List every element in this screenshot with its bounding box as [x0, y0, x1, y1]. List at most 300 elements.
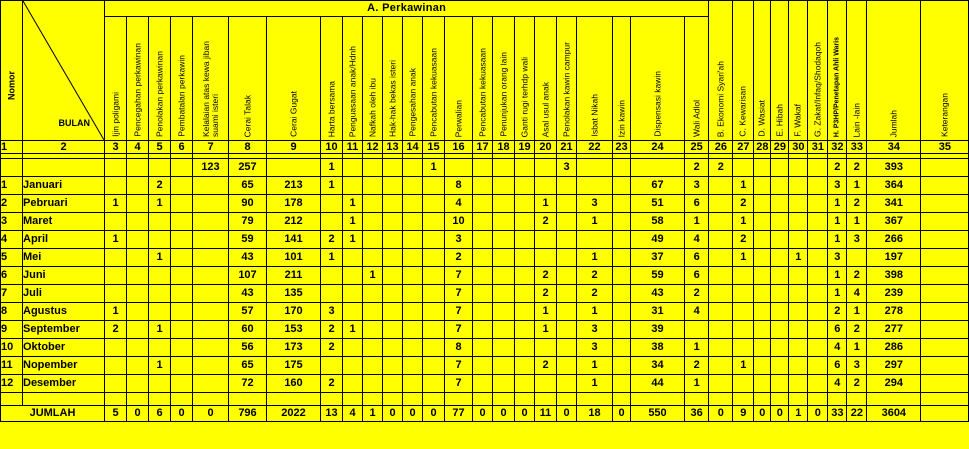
row-value — [105, 213, 127, 231]
gap-cell — [828, 393, 847, 406]
row-value — [771, 177, 789, 195]
row-value — [127, 267, 149, 285]
row-value — [789, 303, 808, 321]
row-value: 4 — [847, 285, 867, 303]
total-value: 0 — [493, 406, 515, 422]
row-value — [613, 339, 631, 357]
row-value — [423, 357, 445, 375]
row-value: 2 — [321, 231, 343, 249]
row-value: 4 — [445, 195, 473, 213]
row-value: 3 — [321, 303, 343, 321]
row-value: 1 — [535, 195, 557, 213]
bulan-label: BULAN — [58, 118, 90, 128]
row-value — [343, 303, 363, 321]
header-col-13: Hak-hak bekas isteri — [383, 17, 403, 141]
row-value: 3 — [577, 195, 613, 213]
carryover-value: 1 — [423, 159, 445, 177]
row-value — [473, 267, 493, 285]
column-number: 21 — [557, 141, 577, 154]
row-value — [709, 195, 733, 213]
gap-cell — [557, 393, 577, 406]
row-value: 1 — [535, 303, 557, 321]
row-value: 4 — [828, 339, 847, 357]
table-row — [1, 195, 969, 213]
header-col-25: Wali Adlol — [685, 17, 709, 141]
row-value — [921, 231, 969, 249]
table-row — [1, 303, 969, 321]
row-value — [403, 375, 423, 393]
table-row — [1, 249, 969, 267]
row-value — [771, 303, 789, 321]
row-number: 5 — [1, 249, 23, 267]
row-value — [613, 375, 631, 393]
row-value — [423, 231, 445, 249]
row-value — [493, 195, 515, 213]
row-value — [403, 285, 423, 303]
row-value — [473, 177, 493, 195]
row-value: 65 — [229, 357, 267, 375]
gap-cell — [445, 393, 473, 406]
row-value — [171, 339, 193, 357]
row-value — [171, 267, 193, 285]
column-number: 17 — [473, 141, 493, 154]
row-value — [535, 339, 557, 357]
header-col-20: Asal usul anak — [535, 17, 557, 141]
gap-cell — [321, 393, 343, 406]
total-value: 0 — [473, 406, 493, 422]
row-value: 1 — [685, 213, 709, 231]
row-value — [535, 231, 557, 249]
column-number: 15 — [423, 141, 445, 154]
row-value: 7 — [445, 375, 473, 393]
total-value: 0 — [127, 406, 149, 422]
row-value — [473, 249, 493, 267]
gap-cell — [149, 393, 171, 406]
row-value — [515, 249, 535, 267]
row-value: 1 — [577, 249, 613, 267]
row-value — [193, 303, 229, 321]
row-value: 2 — [685, 285, 709, 303]
column-number: 6 — [171, 141, 193, 154]
row-value: 1 — [828, 267, 847, 285]
row-value: 4 — [828, 375, 847, 393]
column-number: 19 — [515, 141, 535, 154]
carryover-value — [771, 159, 789, 177]
row-value — [921, 249, 969, 267]
column-number: 32 — [828, 141, 847, 154]
row-value — [921, 267, 969, 285]
row-value — [423, 303, 445, 321]
row-value — [423, 249, 445, 267]
row-value: 294 — [867, 375, 921, 393]
row-value — [557, 357, 577, 375]
row-value: 38 — [631, 339, 685, 357]
total-value: 9 — [733, 406, 754, 422]
total-value: 6 — [149, 406, 171, 422]
row-value — [613, 177, 631, 195]
row-number: 3 — [1, 213, 23, 231]
row-value — [613, 231, 631, 249]
row-value: 1 — [149, 195, 171, 213]
row-value — [321, 195, 343, 213]
row-value — [149, 285, 171, 303]
total-value: 77 — [445, 406, 473, 422]
row-value — [171, 231, 193, 249]
row-value — [493, 249, 515, 267]
carryover-value — [631, 159, 685, 177]
row-value: 1 — [535, 321, 557, 339]
carryover-no — [1, 159, 23, 177]
row-value — [808, 339, 828, 357]
row-value — [493, 357, 515, 375]
carryover-value — [493, 159, 515, 177]
row-value: 2 — [321, 321, 343, 339]
row-value — [847, 249, 867, 267]
row-value — [709, 357, 733, 375]
row-value — [403, 249, 423, 267]
row-value: 101 — [267, 249, 321, 267]
row-value: 2 — [733, 195, 754, 213]
row-value — [557, 375, 577, 393]
row-value — [709, 285, 733, 303]
total-value: 0 — [613, 406, 631, 422]
row-value — [808, 267, 828, 285]
row-value — [557, 285, 577, 303]
row-value: 141 — [267, 231, 321, 249]
row-value — [321, 285, 343, 303]
header-col-19: Ganti rugi terhdp wali — [515, 17, 535, 141]
row-value — [771, 285, 789, 303]
column-number: 7 — [193, 141, 229, 154]
row-value — [473, 285, 493, 303]
column-number: 2 — [23, 141, 105, 154]
row-value — [515, 357, 535, 375]
row-number: 8 — [1, 303, 23, 321]
row-value — [808, 195, 828, 213]
header-col-34: Jumlah — [867, 1, 921, 141]
row-value: 6 — [685, 249, 709, 267]
row-value — [733, 375, 754, 393]
row-value: 7 — [445, 285, 473, 303]
row-value: 1 — [343, 195, 363, 213]
row-value: 1 — [105, 231, 127, 249]
row-value — [789, 321, 808, 339]
row-value: 6 — [828, 321, 847, 339]
row-value — [423, 339, 445, 357]
gap-cell — [403, 393, 423, 406]
row-value — [754, 357, 771, 375]
row-value: 44 — [631, 375, 685, 393]
header-col-22: Isbat Nikah — [577, 17, 613, 141]
row-value — [709, 267, 733, 285]
row-value — [771, 321, 789, 339]
carryover-value — [383, 159, 403, 177]
row-value — [613, 357, 631, 375]
header-col-27: C. Kewarisan — [733, 1, 754, 141]
row-value — [709, 339, 733, 357]
row-value — [515, 321, 535, 339]
row-value — [789, 231, 808, 249]
carryover-value — [403, 159, 423, 177]
row-value: 1 — [828, 285, 847, 303]
row-value — [171, 195, 193, 213]
header-col-21: Penolakan kawin campur — [557, 17, 577, 141]
header-col-35: Keterangan — [921, 1, 969, 141]
row-value: 1 — [343, 231, 363, 249]
row-value — [127, 321, 149, 339]
row-month: Januari — [23, 177, 105, 195]
row-value — [383, 177, 403, 195]
row-value: 59 — [631, 267, 685, 285]
header-col-8: Cerai Talak — [229, 17, 267, 141]
row-value — [105, 285, 127, 303]
row-value — [493, 177, 515, 195]
row-value — [473, 231, 493, 249]
row-value: 7 — [445, 357, 473, 375]
row-value — [613, 285, 631, 303]
row-value — [171, 357, 193, 375]
row-value — [193, 267, 229, 285]
row-month: Maret — [23, 213, 105, 231]
table-row — [1, 267, 969, 285]
row-value — [754, 213, 771, 231]
row-month: Desember — [23, 375, 105, 393]
header-col-9: Cerai Gugat — [267, 17, 321, 141]
row-value: 178 — [267, 195, 321, 213]
carryover-value: 2 — [847, 159, 867, 177]
row-value — [789, 213, 808, 231]
total-value: 4 — [343, 406, 363, 422]
gap-cell — [709, 393, 733, 406]
row-value — [921, 339, 969, 357]
total-tr — [1, 406, 969, 422]
row-value: 1 — [577, 303, 613, 321]
row-value: 1 — [321, 249, 343, 267]
row-value — [363, 195, 383, 213]
carryover-value: 257 — [229, 159, 267, 177]
gap-cell — [383, 393, 403, 406]
row-value: 213 — [267, 177, 321, 195]
row-value — [789, 375, 808, 393]
row-value — [403, 357, 423, 375]
carryover-value — [363, 159, 383, 177]
row-value — [193, 339, 229, 357]
row-value — [733, 267, 754, 285]
row-value: 1 — [363, 267, 383, 285]
row-value — [754, 177, 771, 195]
row-value: 1 — [321, 177, 343, 195]
column-number: 4 — [127, 141, 149, 154]
gap-cell — [493, 393, 515, 406]
row-value — [557, 213, 577, 231]
row-value — [423, 321, 445, 339]
row-number: 6 — [1, 267, 23, 285]
row-value: 211 — [267, 267, 321, 285]
row-value — [363, 285, 383, 303]
row-value: 2 — [847, 195, 867, 213]
row-value — [808, 231, 828, 249]
header-col-6: Pembatalan perkawin — [171, 17, 193, 141]
header-col-16: Perwalian — [445, 17, 473, 141]
row-value — [105, 177, 127, 195]
row-value: 175 — [267, 357, 321, 375]
gap-cell — [515, 393, 535, 406]
row-value — [127, 231, 149, 249]
row-number: 12 — [1, 375, 23, 393]
total-value: 22 — [847, 406, 867, 422]
row-value — [771, 249, 789, 267]
row-value — [423, 195, 445, 213]
row-value: 2 — [577, 267, 613, 285]
row-value — [149, 231, 171, 249]
row-value: 2 — [105, 321, 127, 339]
row-value: 1 — [105, 195, 127, 213]
carryover-value — [515, 159, 535, 177]
row-number: 10 — [1, 339, 23, 357]
row-value — [127, 375, 149, 393]
row-value — [193, 375, 229, 393]
header-col-24: Dispensasi kawin — [631, 17, 685, 141]
row-value — [754, 339, 771, 357]
total-value: 0 — [423, 406, 445, 422]
row-value: 239 — [867, 285, 921, 303]
row-value — [171, 375, 193, 393]
row-value — [493, 267, 515, 285]
gap-cell — [127, 393, 149, 406]
row-value — [613, 249, 631, 267]
row-value: 1 — [733, 177, 754, 195]
row-value — [515, 195, 535, 213]
row-value — [423, 177, 445, 195]
carryover-value — [149, 159, 171, 177]
row-value: 37 — [631, 249, 685, 267]
row-value — [754, 321, 771, 339]
row-value — [171, 321, 193, 339]
gap-cell — [808, 393, 828, 406]
row-value: 2 — [535, 267, 557, 285]
gap-cell — [171, 393, 193, 406]
row-value: 1 — [343, 213, 363, 231]
gap-cell — [229, 393, 267, 406]
row-value — [383, 321, 403, 339]
gap-cell — [105, 393, 127, 406]
carryover-value — [171, 159, 193, 177]
column-number: 31 — [808, 141, 828, 154]
row-value: 43 — [631, 285, 685, 303]
row-value: 3 — [828, 249, 847, 267]
row-value: 56 — [229, 339, 267, 357]
row-value — [557, 231, 577, 249]
row-value — [771, 339, 789, 357]
gap-cell — [847, 393, 867, 406]
gap-cell — [473, 393, 493, 406]
carryover-value — [754, 159, 771, 177]
total-value: 2022 — [267, 406, 321, 422]
row-value: 341 — [867, 195, 921, 213]
column-number: 16 — [445, 141, 473, 154]
row-value — [808, 375, 828, 393]
row-month: Juli — [23, 285, 105, 303]
table-row — [1, 375, 969, 393]
row-value — [535, 249, 557, 267]
carryover-row — [1, 159, 969, 177]
row-value — [515, 303, 535, 321]
row-value — [321, 357, 343, 375]
total-value: 0 — [171, 406, 193, 422]
row-month: Pebruari — [23, 195, 105, 213]
row-value — [709, 249, 733, 267]
total-value: 1 — [789, 406, 808, 422]
header-col-31: G. Zakat/Infaq/Shodaqoh — [808, 1, 828, 141]
total-value: 0 — [383, 406, 403, 422]
column-number: 33 — [847, 141, 867, 154]
row-value — [193, 213, 229, 231]
row-value — [343, 249, 363, 267]
carryover-value — [267, 159, 321, 177]
row-value: 8 — [445, 177, 473, 195]
row-value — [709, 375, 733, 393]
row-value — [149, 213, 171, 231]
header-col-17: Pencabutan kekuasaan — [473, 17, 493, 141]
total-value: 36 — [685, 406, 709, 422]
row-value — [515, 375, 535, 393]
table-row — [1, 321, 969, 339]
gap-cell — [789, 393, 808, 406]
row-month: Juni — [23, 267, 105, 285]
nomor-header — [1, 1, 23, 141]
row-value — [171, 285, 193, 303]
header-col-12: Nafkah oleh ibu — [363, 17, 383, 141]
row-value — [771, 213, 789, 231]
column-number: 1 — [1, 141, 23, 154]
row-value — [105, 357, 127, 375]
row-value — [383, 231, 403, 249]
carryover-value — [127, 159, 149, 177]
row-value: 266 — [867, 231, 921, 249]
column-number: 3 — [105, 141, 127, 154]
row-value: 1 — [149, 321, 171, 339]
row-value: 3 — [828, 177, 847, 195]
row-value: 1 — [105, 303, 127, 321]
row-value — [171, 303, 193, 321]
row-month: September — [23, 321, 105, 339]
table-row — [1, 177, 969, 195]
row-value — [771, 357, 789, 375]
row-value — [321, 267, 343, 285]
row-value — [709, 177, 733, 195]
row-value — [423, 267, 445, 285]
row-value — [493, 303, 515, 321]
row-value — [613, 321, 631, 339]
row-value — [613, 303, 631, 321]
row-value — [171, 249, 193, 267]
column-number: 25 — [685, 141, 709, 154]
column-number: 12 — [363, 141, 383, 154]
total-value: 0 — [557, 406, 577, 422]
row-value — [808, 213, 828, 231]
row-value: 6 — [828, 357, 847, 375]
row-value: 2 — [847, 375, 867, 393]
row-value — [105, 339, 127, 357]
carryover-value: 2 — [709, 159, 733, 177]
row-value — [515, 177, 535, 195]
row-value — [127, 249, 149, 267]
row-value: 297 — [867, 357, 921, 375]
row-value — [515, 267, 535, 285]
row-value — [535, 177, 557, 195]
row-value — [127, 177, 149, 195]
row-value: 170 — [267, 303, 321, 321]
